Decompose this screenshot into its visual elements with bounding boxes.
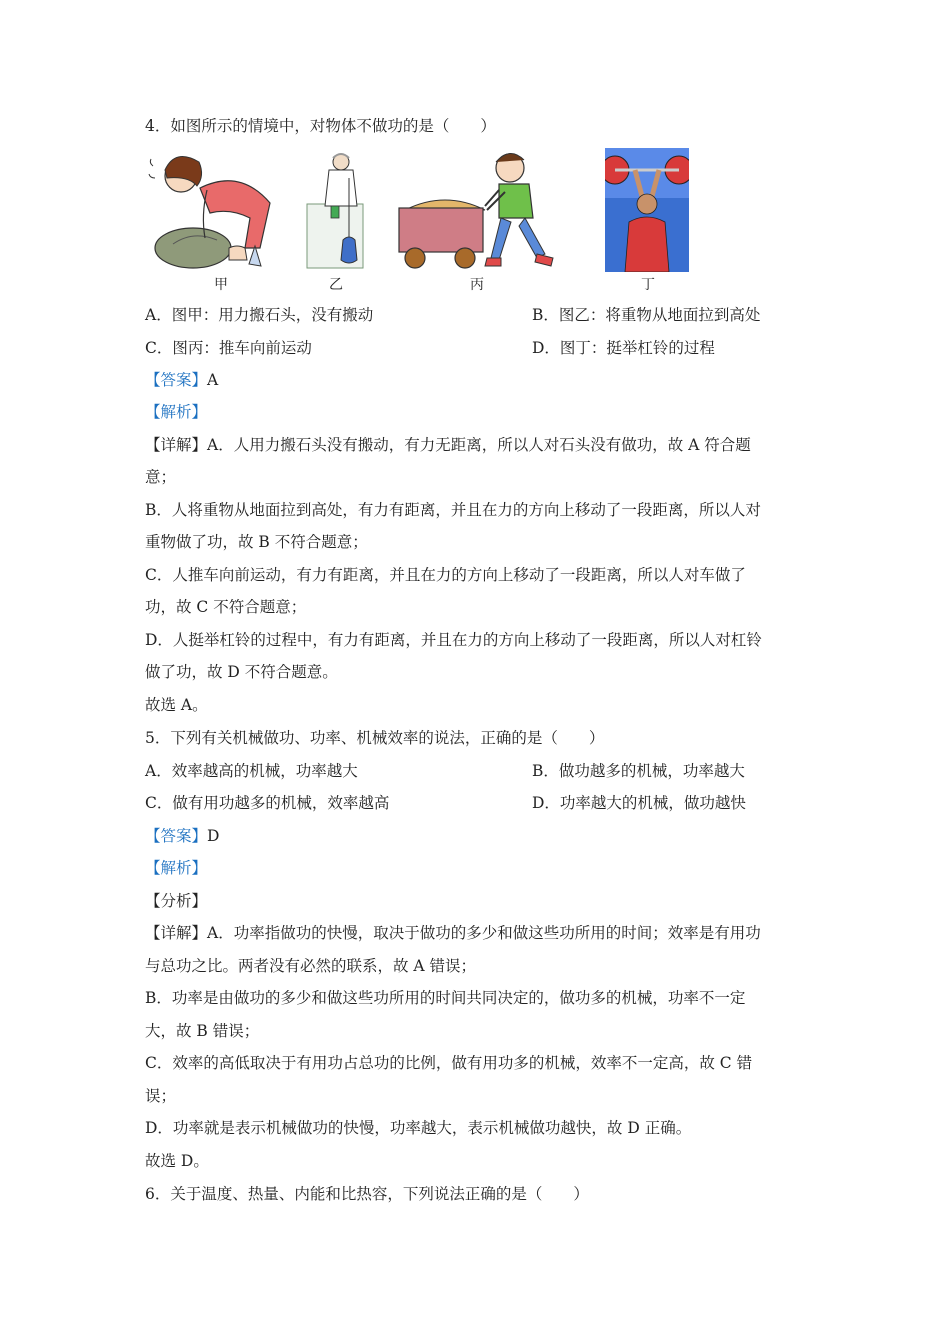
q5-detail-line: 大，故 B 错误； bbox=[145, 1022, 260, 1040]
answer-label: 【答案】 bbox=[145, 371, 208, 389]
q4-detail-line: B．人将重物从地面拉到高处，有力有距离，并且在力的方向上移动了一段距离，所以人对 bbox=[145, 501, 761, 519]
q5-conclusion: 故选 D。 bbox=[145, 1152, 209, 1170]
q5-option-c: C．做有用功越多的机械，效率越高 bbox=[145, 794, 390, 812]
q4-detail-line: 重物做了功，故 B 不符合题意； bbox=[145, 533, 368, 551]
q5-analysis-label: 【解析】 bbox=[145, 859, 208, 877]
answer-value: D bbox=[207, 827, 220, 845]
q5-detail-line: 误； bbox=[145, 1087, 177, 1105]
q5-detail-line: D．功率就是表示机械做功的快慢，功率越大，表示机械做功越快，故 D 正确。 bbox=[145, 1119, 692, 1137]
q4-option-a: A．图甲：用力搬石头，没有搬动 bbox=[145, 306, 374, 324]
q6-stem: 6．关于温度、热量、内能和比热容，下列说法正确的是（ ） bbox=[145, 1185, 589, 1203]
q5-detail-line: B．功率是由做功的多少和做这些功所用的时间共同决定的，做功多的机械，功率不一定 bbox=[145, 989, 746, 1007]
q5-option-b: B．做功越多的机械，功率越大 bbox=[532, 762, 745, 780]
figure-ding-weightlifter bbox=[605, 148, 689, 272]
q4-option-c: C．图丙：推车向前运动 bbox=[145, 339, 312, 357]
q5-detail-line: 与总功之比。两者没有必然的联系，故 A 错误； bbox=[145, 957, 477, 975]
q4-detail-line: 意； bbox=[145, 468, 177, 486]
caption-bing: 丙 bbox=[470, 277, 484, 293]
q4-analysis-label: 【解析】 bbox=[145, 403, 208, 421]
q4-detail-line: 【详解】A．人用力搬石头没有搬动，有力无距离，所以人对石头没有做功，故 A 符合题 bbox=[145, 436, 751, 454]
figure-jia-lifting-rock bbox=[145, 148, 280, 272]
figure-bing-pushing-cart bbox=[395, 148, 575, 272]
caption-jia: 甲 bbox=[214, 277, 228, 293]
caption-ding: 丁 bbox=[641, 277, 655, 293]
q5-option-a: A．效率越高的机械，功率越大 bbox=[145, 762, 358, 780]
q4-stem: 4．如图所示的情境中，对物体不做功的是（ ） bbox=[145, 117, 496, 135]
q4-option-b: B．图乙：将重物从地面拉到高处 bbox=[532, 306, 761, 324]
q5-fenxi-label: 【分析】 bbox=[145, 892, 208, 910]
q4-detail-line: D．人挺举杠铃的过程中，有力有距离，并且在力的方向上移动了一段距离，所以人对杠铃 bbox=[145, 631, 762, 649]
figure-yi-pulling-weight bbox=[305, 148, 367, 272]
q5-option-d: D．功率越大的机械，做功越快 bbox=[532, 794, 746, 812]
q4-detail-line: 功，故 C 不符合题意； bbox=[145, 598, 307, 616]
q4-answer bbox=[145, 369, 218, 391]
q5-answer bbox=[145, 825, 219, 847]
q5-detail-line: C．效率的高低取决于有用功占总功的比例，做有用功多的机械，效率不一定高，故 C 错 bbox=[145, 1054, 753, 1072]
q4-option-d: D．图丁：挺举杠铃的过程 bbox=[532, 339, 715, 357]
q5-stem: 5．下列有关机械做功、功率、机械效率的说法，正确的是（ ） bbox=[145, 729, 605, 747]
q4-detail-line: C．人推车向前运动，有力有距离，并且在力的方向上移动了一段距离，所以人对车做了 bbox=[145, 566, 746, 584]
q5-detail-line: 【详解】A．功率指做功的快慢，取决于做功的多少和做这些功所用的时间；效率是有用功 bbox=[145, 924, 761, 942]
q4-detail-line: 做了功，故 D 不符合题意。 bbox=[145, 663, 338, 681]
q4-conclusion: 故选 A。 bbox=[145, 696, 208, 714]
answer-value: A bbox=[207, 371, 219, 389]
answer-label: 【答案】 bbox=[145, 827, 208, 845]
caption-yi: 乙 bbox=[329, 277, 343, 293]
